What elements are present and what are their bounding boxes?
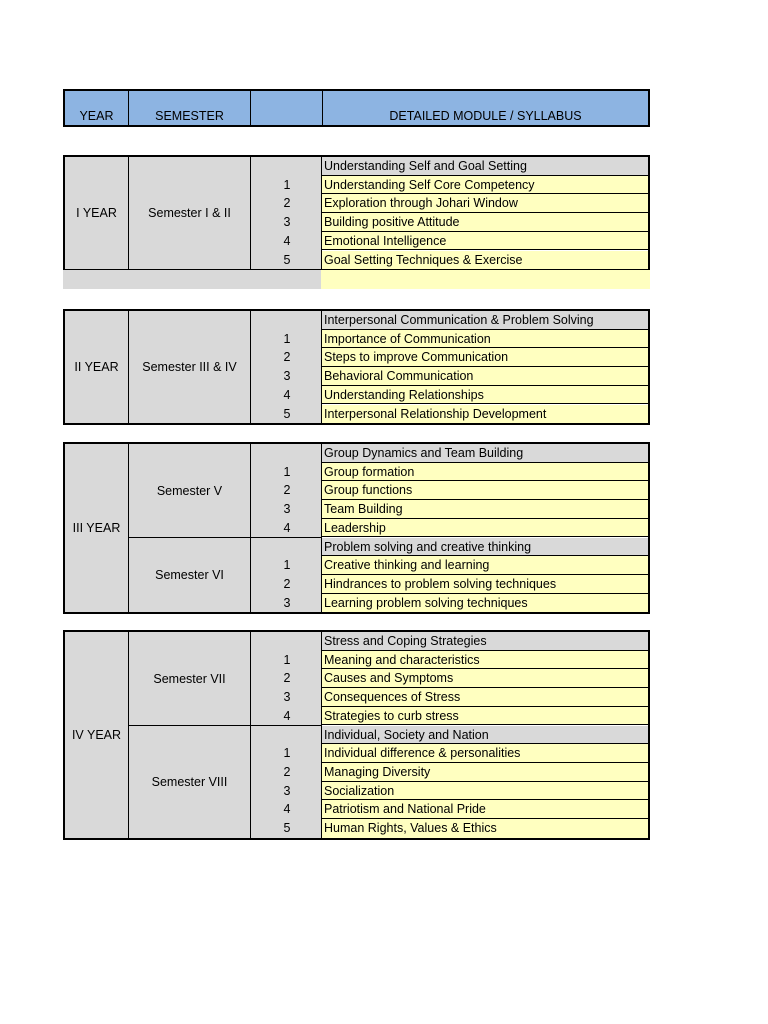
topic-number: 4 xyxy=(283,520,291,535)
topic-item: Behavioral Communication xyxy=(322,367,648,386)
topic-item: Leadership xyxy=(322,519,648,538)
header-semester: SEMESTER xyxy=(155,109,224,123)
topic-number: 3 xyxy=(283,690,291,705)
topic-number: 5 xyxy=(283,406,291,421)
topic-item: Socialization xyxy=(322,782,648,801)
topic-number: 4 xyxy=(283,708,291,723)
semester-label: Semester VI xyxy=(155,567,224,582)
topic-item: Human Rights, Values & Ethics xyxy=(322,819,648,838)
topic-item: Importance of Communication xyxy=(322,330,648,349)
semester-label: Semester I & II xyxy=(148,206,231,221)
topic-item: Causes and Symptoms xyxy=(322,669,648,688)
topic-number: 1 xyxy=(283,464,291,479)
topic-number: 5 xyxy=(283,821,291,835)
topic-number: 3 xyxy=(283,595,291,610)
topic-number: 4 xyxy=(283,233,291,248)
module-title: Individual, Society and Nation xyxy=(322,726,648,745)
year-block xyxy=(63,442,650,614)
semester-label: Semester VII xyxy=(153,671,226,686)
year-block xyxy=(63,309,650,425)
module-title: Understanding Self and Goal Setting xyxy=(322,157,648,176)
topic-number: 3 xyxy=(283,502,291,517)
topic-number: 1 xyxy=(283,746,291,761)
semester-label: Semester III & IV xyxy=(142,360,237,375)
year-label: III YEAR xyxy=(72,521,121,536)
topic-item: Individual difference & personalities xyxy=(322,744,648,763)
topic-number: 4 xyxy=(283,387,291,402)
module-title: Stress and Coping Strategies xyxy=(322,632,648,651)
topic-number: 2 xyxy=(283,764,291,779)
year-block xyxy=(63,630,650,840)
year-label: IV YEAR xyxy=(71,727,122,742)
topic-number: 1 xyxy=(283,177,291,192)
spacer-row-gray xyxy=(63,270,321,289)
year-label: I YEAR xyxy=(76,206,117,221)
topic-item: Goal Setting Techniques & Exercise xyxy=(322,251,648,270)
topic-item: Managing Diversity xyxy=(322,763,648,782)
topic-number: 5 xyxy=(283,252,291,267)
table-header xyxy=(63,89,650,127)
topic-item: Learning problem solving techniques xyxy=(322,594,648,613)
topic-item: Group formation xyxy=(322,463,648,482)
topic-item: Patriotism and National Pride xyxy=(322,800,648,819)
topic-number: 2 xyxy=(283,350,291,365)
topic-item: Team Building xyxy=(322,500,648,519)
semester-label: Semester V xyxy=(156,483,223,498)
topic-number: 3 xyxy=(283,369,291,384)
topic-number: 4 xyxy=(283,802,291,817)
topic-item: Group functions xyxy=(322,481,648,500)
module-title: Interpersonal Communication & Problem Solving xyxy=(322,311,648,330)
module-title: Group Dynamics and Team Building xyxy=(322,444,648,463)
year-block xyxy=(63,155,650,271)
header-year: YEAR xyxy=(79,109,114,123)
topic-item: Understanding Relationships xyxy=(322,386,648,405)
year-label: II YEAR xyxy=(74,360,119,375)
header-number xyxy=(251,91,322,125)
topic-number: 1 xyxy=(283,652,291,667)
topic-item: Understanding Self Core Competency xyxy=(322,176,648,195)
topic-item: Meaning and characteristics xyxy=(322,651,648,670)
topic-item: Consequences of Stress xyxy=(322,688,648,707)
topic-item: Emotional Intelligence xyxy=(322,232,648,251)
topic-number: 1 xyxy=(283,331,291,346)
module-title: Problem solving and creative thinking xyxy=(322,538,648,557)
topic-item: Hindrances to problem solving techniques xyxy=(322,575,648,594)
spacer-row-yellow xyxy=(321,270,650,289)
topic-item: Building positive Attitude xyxy=(322,213,648,232)
topic-number: 3 xyxy=(283,783,291,798)
topic-number: 2 xyxy=(283,483,291,498)
topic-number: 2 xyxy=(283,576,291,591)
header-module: DETAILED MODULE / SYLLABUS xyxy=(389,109,582,123)
topic-item: Interpersonal Relationship Development xyxy=(322,405,648,424)
semester-label: Semester VIII xyxy=(151,774,228,789)
topic-item: Strategies to curb stress xyxy=(322,707,648,726)
topic-number: 2 xyxy=(283,671,291,686)
topic-number: 2 xyxy=(283,196,291,211)
topic-number: 1 xyxy=(283,558,291,573)
topic-item: Creative thinking and learning xyxy=(322,556,648,575)
topic-item: Exploration through Johari Window xyxy=(322,194,648,213)
topic-number: 3 xyxy=(283,215,291,230)
topic-item: Steps to improve Communication xyxy=(322,348,648,367)
